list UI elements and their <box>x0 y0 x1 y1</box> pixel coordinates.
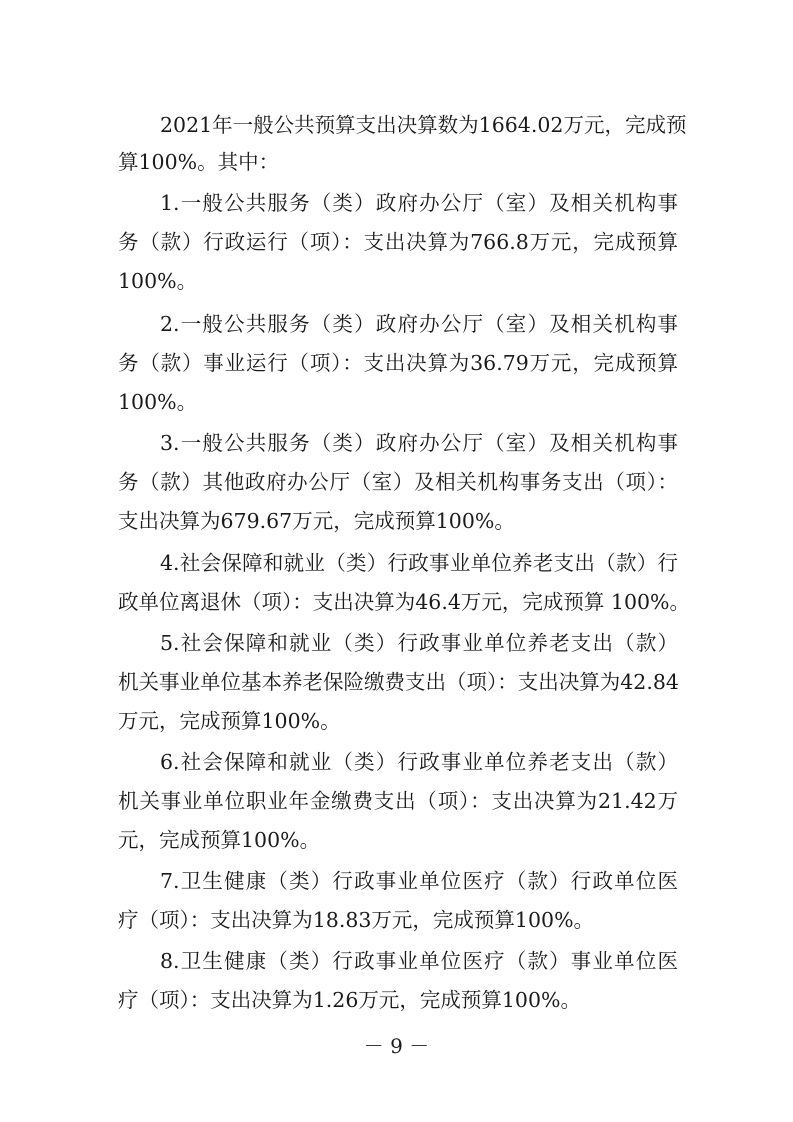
paragraph-line: 6.社会保障和就业（类）行政事业单位养老支出（款） <box>160 750 678 774</box>
paragraph-line: 3.一般公共服务（类）政府办公厅（室）及相关机构事 <box>160 431 678 455</box>
paragraph-line: 疗（项）：支出决算为1.26万元，完成预算100%。 <box>118 988 582 1012</box>
paragraph-line: 机关事业单位职业年金缴费支出（项）：支出决算为21.42万 <box>118 789 678 813</box>
paragraph-line: 务（款）事业运行（项）：支出决算为36.79万元，完成预算 <box>118 351 678 375</box>
paragraph-line: 2021年一般公共预算支出决算数为1664.02万元，完成预 <box>160 113 687 137</box>
paragraph-line: 算100%。其中： <box>118 150 280 174</box>
paragraph-line: 7.卫生健康（类）行政事业单位医疗（款）行政单位医 <box>160 869 678 893</box>
page-number: － 9 － <box>363 1034 430 1058</box>
paragraph-line: 8.卫生健康（类）行政事业单位医疗（款）事业单位医 <box>160 949 678 973</box>
paragraph-line: 务（款）其他政府办公厅（室）及相关机构事务支出（项）： <box>118 470 678 494</box>
paragraph-line: 务（款）行政运行（项）：支出决算为766.8万元，完成预算 <box>118 230 678 254</box>
paragraph-line: 政单位离退休（项）：支出决算为46.4万元，完成预算 100%。 <box>118 590 691 614</box>
paragraph-line: 支出决算为679.67万元，完成预算100%。 <box>118 509 515 533</box>
paragraph-line: 4.社会保障和就业（类）行政事业单位养老支出（款）行 <box>160 551 678 575</box>
paragraph-line: 2.一般公共服务（类）政府办公厅（室）及相关机构事 <box>160 312 678 336</box>
paragraph-line: 5.社会保障和就业（类）行政事业单位养老支出（款） <box>160 631 678 655</box>
paragraph-line: 100%。 <box>118 390 198 414</box>
paragraph-line: 机关事业单位基本养老保险缴费支出（项）：支出决算为42.84 <box>118 670 679 694</box>
paragraph-line: 元，完成预算100%。 <box>118 828 321 852</box>
paragraph-line: 疗（项）：支出决算为18.83万元，完成预算100%。 <box>118 908 595 932</box>
paragraph-line: 1.一般公共服务（类）政府办公厅（室）及相关机构事 <box>160 191 678 215</box>
paragraph-line: 100%。 <box>118 269 198 293</box>
paragraph-line: 万元，完成预算100%。 <box>118 709 341 733</box>
